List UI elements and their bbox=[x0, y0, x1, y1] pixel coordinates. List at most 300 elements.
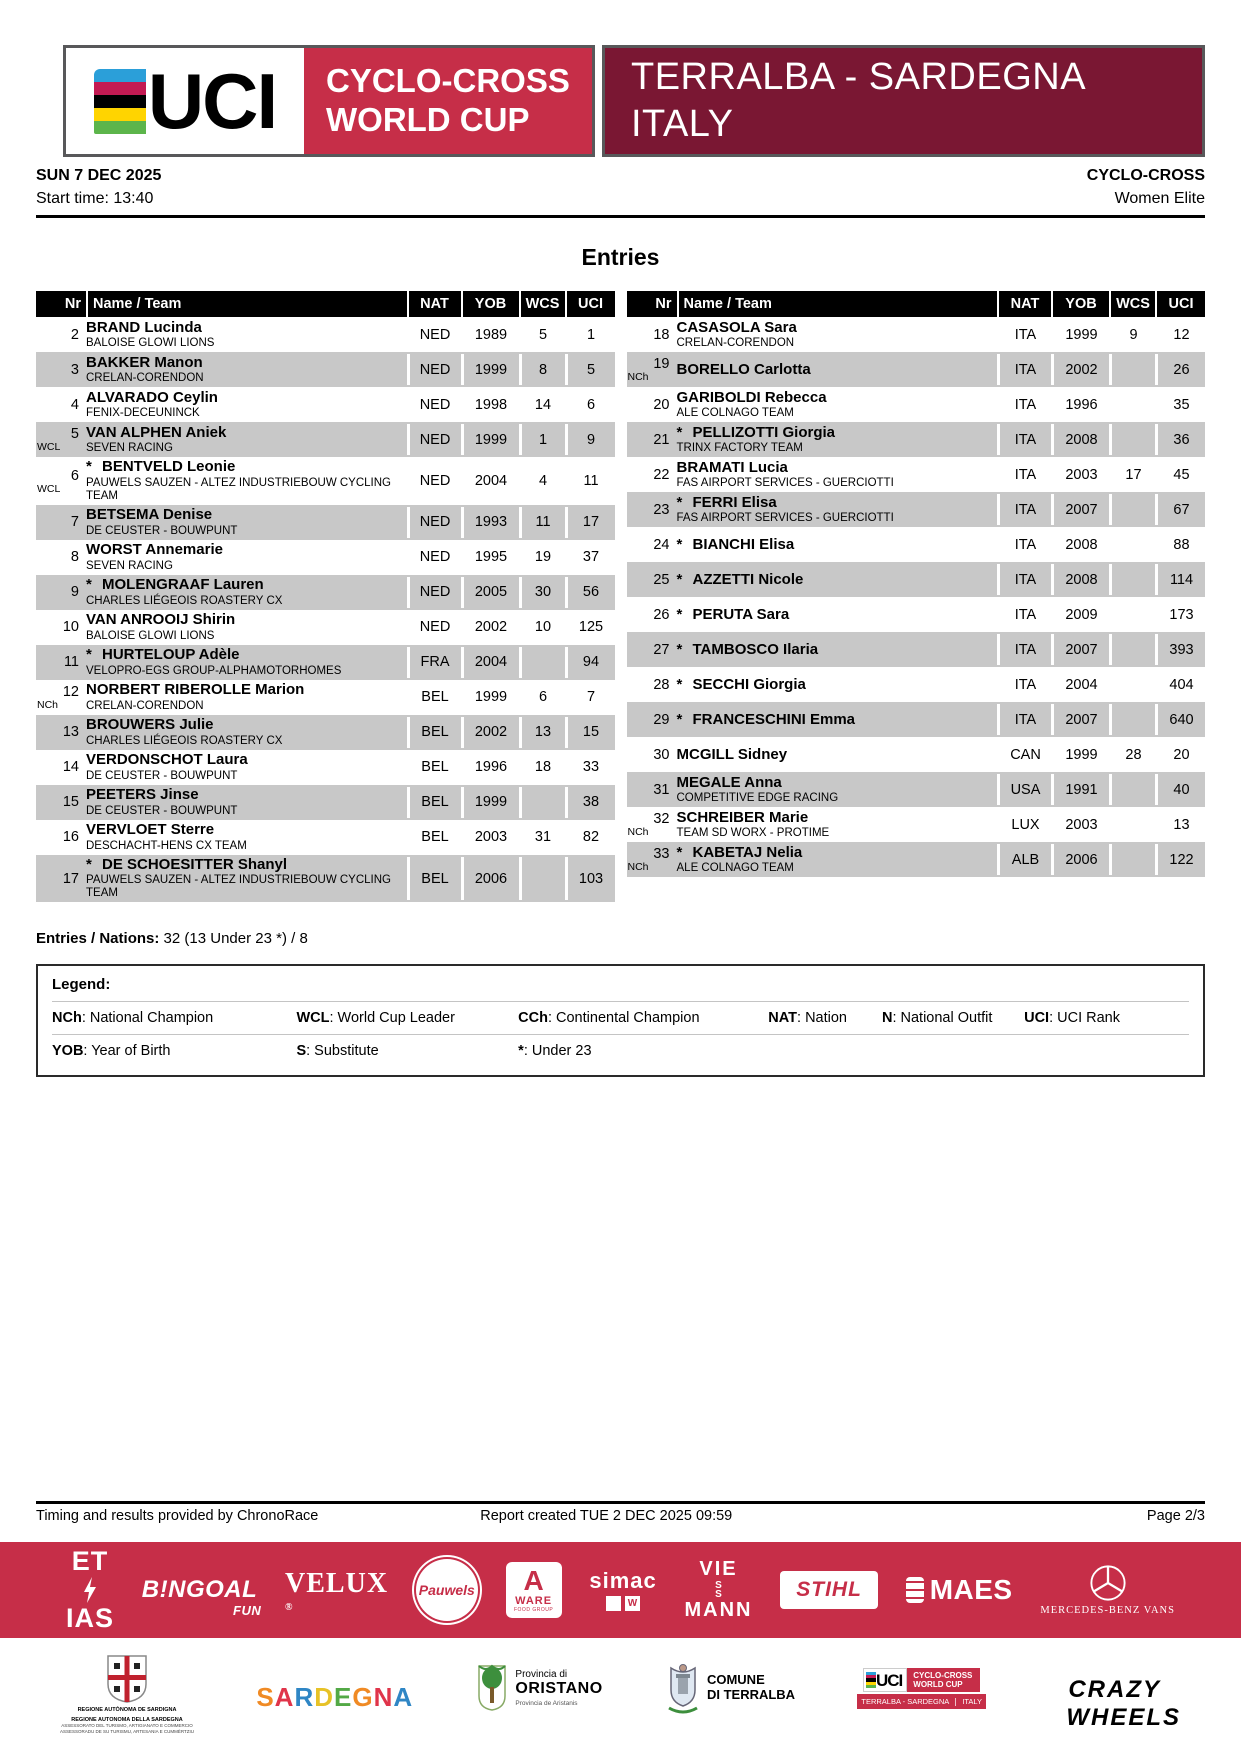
rider-name-line bbox=[86, 542, 407, 559]
legend-item: *: Under 23 bbox=[518, 1043, 592, 1060]
entries-nations bbox=[36, 930, 1205, 947]
simac-text: simac bbox=[589, 1567, 657, 1593]
rider-number: 21 bbox=[653, 431, 670, 448]
wcs-cell: 13 bbox=[519, 717, 565, 748]
table-row bbox=[36, 715, 615, 750]
rider-number: 11 bbox=[63, 654, 79, 671]
bingoal-logo bbox=[141, 1576, 262, 1618]
rider-team: DE CEUSTER - BOUWPUNT bbox=[86, 804, 238, 817]
col-header-uci: UCI bbox=[1155, 291, 1205, 317]
yob-cell: 1998 bbox=[461, 389, 519, 420]
table-row bbox=[36, 387, 615, 422]
table-row bbox=[627, 597, 1206, 632]
rider-team: CHARLES LIÉGEOIS ROASTERY CX bbox=[86, 594, 283, 607]
region-text-3: ASSESSORATO DEL TURISMO, ARTIGIANATO E COMMERCIO bbox=[61, 1723, 193, 1728]
yob-cell: 1991 bbox=[1051, 774, 1109, 805]
ethias-text-2: IAS bbox=[66, 1603, 115, 1633]
region-text-2: REGIONE AUTONOMA DELLA SARDEGNA bbox=[71, 1716, 183, 1723]
nat-cell: ITA bbox=[997, 529, 1051, 560]
uci-rank-cell: 15 bbox=[565, 717, 615, 748]
rider-name: AZZETTI Nicole bbox=[692, 570, 804, 588]
wcs-cell bbox=[519, 857, 565, 901]
rider-number-cell bbox=[627, 529, 677, 560]
uci-rank-cell: 38 bbox=[565, 787, 615, 818]
rider-number: 17 bbox=[62, 870, 79, 887]
legend-key: UCI bbox=[1024, 1010, 1050, 1027]
table-row bbox=[36, 422, 615, 457]
rider-name-cell bbox=[86, 542, 407, 573]
region-text-1: REGIONE AUTÒNOMA DE SARDIGNA bbox=[77, 1707, 177, 1713]
wcs-cell: 17 bbox=[1109, 459, 1155, 490]
yob-cell: 2007 bbox=[1051, 494, 1109, 525]
uci-rank-cell: 40 bbox=[1155, 774, 1205, 805]
rider-name-line bbox=[86, 752, 407, 769]
yob-cell: 1999 bbox=[461, 424, 519, 455]
yob-cell: 2008 bbox=[1051, 564, 1109, 595]
uci-rank-cell: 393 bbox=[1155, 634, 1205, 665]
rider-number: 33 bbox=[653, 846, 670, 863]
rider-name: SECCHI Giorgia bbox=[692, 675, 806, 693]
legend-key: WCL bbox=[296, 1010, 330, 1027]
rider-name: KABETAJ Nelia bbox=[692, 843, 803, 861]
rider-name-cell bbox=[677, 319, 998, 350]
uci-rank-cell: 1 bbox=[565, 319, 615, 350]
under23-star: * bbox=[676, 535, 683, 553]
rider-number-cell bbox=[627, 599, 677, 630]
rider-name: DE SCHOESITTER Shanyl bbox=[102, 855, 288, 873]
entries-nations-label: Entries / Nations: bbox=[36, 930, 160, 948]
rider-name-line bbox=[86, 717, 407, 734]
rider-name-cell bbox=[677, 739, 998, 770]
rider-name: BORELLO Carlotta bbox=[676, 360, 811, 378]
rider-name-cell bbox=[86, 507, 407, 538]
wcs-cell bbox=[519, 787, 565, 818]
rider-number-cell bbox=[36, 787, 86, 818]
rider-number-cell bbox=[36, 612, 86, 643]
rider-name-cell bbox=[677, 844, 998, 875]
col-header-nr: Nr bbox=[655, 296, 672, 313]
rider-name: BENTVELD Leonie bbox=[102, 458, 236, 476]
wcs-cell bbox=[519, 647, 565, 678]
uci-rainbow-icon bbox=[866, 1672, 876, 1688]
sardegna-letter: N bbox=[373, 1682, 394, 1712]
nat-cell: ITA bbox=[997, 319, 1051, 350]
rider-team: VELOPRO-EGS GROUP-ALPHAMOTORHOMES bbox=[86, 664, 342, 677]
nat-cell: BEL bbox=[407, 752, 461, 783]
under23-star: * bbox=[676, 493, 683, 511]
table-row bbox=[627, 772, 1206, 807]
rider-number: 6 bbox=[70, 467, 79, 484]
rider-number-cell bbox=[627, 809, 677, 840]
viessmann-s-stack: S S bbox=[715, 1580, 722, 1600]
legend-item: NAT: Nation bbox=[768, 1010, 847, 1027]
nat-cell: ITA bbox=[997, 564, 1051, 595]
rider-number-cell bbox=[627, 564, 677, 595]
rider-name: ALVARADO Ceylin bbox=[86, 388, 218, 406]
wcs-cell: 4 bbox=[519, 459, 565, 503]
rider-number-cell bbox=[36, 647, 86, 678]
rider-team: ALE COLNAGO TEAM bbox=[676, 862, 794, 875]
event-date: SUN 7 DEC 2025 bbox=[36, 167, 162, 184]
table-row bbox=[627, 632, 1206, 667]
comune-terralba-logo bbox=[665, 1662, 795, 1714]
rider-name-cell bbox=[677, 669, 998, 700]
nat-cell: BEL bbox=[407, 717, 461, 748]
nat-cell: FRA bbox=[407, 647, 461, 678]
sardegna-letter: S bbox=[256, 1682, 275, 1712]
category: Women Elite bbox=[1114, 190, 1205, 208]
sardegna-letter: E bbox=[334, 1682, 353, 1712]
legend-key: NAT bbox=[768, 1010, 798, 1027]
report-created: Report created TUE 2 DEC 2025 09:59 bbox=[480, 1508, 733, 1524]
sardegna-letter: G bbox=[352, 1682, 374, 1712]
partner-band bbox=[0, 1638, 1241, 1754]
rider-number: 20 bbox=[653, 396, 670, 413]
table-row bbox=[36, 680, 615, 715]
rider-number-cell bbox=[36, 682, 86, 713]
rider-number: 22 bbox=[653, 466, 670, 483]
rider-name-line bbox=[677, 810, 998, 827]
legend-row bbox=[52, 1035, 1189, 1067]
legend-row bbox=[52, 1001, 1189, 1035]
divider bbox=[955, 1698, 956, 1706]
velux-logo bbox=[285, 1568, 388, 1613]
rider-name: VERVLOET Sterre bbox=[86, 821, 215, 839]
table-row bbox=[36, 750, 615, 785]
rainbow-stripe bbox=[94, 69, 146, 82]
nat-cell: BEL bbox=[407, 682, 461, 713]
rider-name: BRAMATI Lucia bbox=[676, 458, 788, 476]
rider-team: CHARLES LIÉGEOIS ROASTERY CX bbox=[86, 734, 283, 747]
oristano-sub-text: Provincia de Aristanis bbox=[515, 1699, 578, 1707]
rider-number: 28 bbox=[653, 676, 670, 693]
rider-name-line bbox=[677, 460, 998, 477]
wcs-cell: 28 bbox=[1109, 739, 1155, 770]
wcs-cell: 6 bbox=[519, 682, 565, 713]
wcs-cell bbox=[1109, 809, 1155, 840]
rider-number: 7 bbox=[70, 514, 79, 531]
yob-cell: 1999 bbox=[461, 682, 519, 713]
wcs-cell bbox=[1109, 774, 1155, 805]
sardegna-shield-icon bbox=[106, 1654, 148, 1704]
uci-rainbow-icon bbox=[94, 69, 146, 134]
mercedes-text: MERCEDES-BENZ VANS bbox=[1040, 1605, 1175, 1616]
rider-number-cell bbox=[36, 424, 86, 455]
uci-rank-cell: 122 bbox=[1155, 844, 1205, 875]
table-row bbox=[36, 457, 615, 505]
uci-cx-worldcup-logo bbox=[857, 1668, 986, 1709]
col-header-name: Name / Team bbox=[677, 291, 998, 317]
rider-number-cell bbox=[627, 774, 677, 805]
nat-cell: ALB bbox=[997, 844, 1051, 875]
rider-number-cell bbox=[627, 494, 677, 525]
under23-star: * bbox=[86, 646, 92, 664]
wcs-cell bbox=[1109, 494, 1155, 525]
legend-item: S: Substitute bbox=[296, 1043, 379, 1060]
rider-name-line bbox=[677, 320, 998, 337]
a-ware-logo bbox=[506, 1562, 562, 1618]
col-header-yob: YOB bbox=[461, 291, 519, 317]
legend-title: Legend: bbox=[52, 976, 111, 994]
rider-number-cell bbox=[36, 717, 86, 748]
nat-cell: NED bbox=[407, 459, 461, 503]
rider-number-cell bbox=[627, 634, 677, 665]
mercedes-star-icon bbox=[1089, 1564, 1127, 1602]
under23-star: * bbox=[676, 423, 683, 441]
uci-rank-cell: 26 bbox=[1155, 354, 1205, 385]
entries-table-right bbox=[627, 291, 1206, 902]
table-row bbox=[36, 820, 615, 855]
nat-cell: USA bbox=[997, 774, 1051, 805]
legend-key: CCh bbox=[518, 1010, 548, 1027]
rider-name-line bbox=[86, 320, 407, 337]
uci-rank-cell: 56 bbox=[565, 577, 615, 608]
wcs-cell: 9 bbox=[1109, 319, 1155, 350]
start-time: Start time: 13:40 bbox=[36, 190, 154, 208]
rider-team: CRELAN-CORENDON bbox=[86, 372, 204, 385]
nat-cell: NED bbox=[407, 354, 461, 385]
wcs-cell: 8 bbox=[519, 354, 565, 385]
rider-name-cell bbox=[86, 682, 407, 713]
legend-key: * bbox=[518, 1043, 524, 1060]
ethias-text-1: ET bbox=[71, 1546, 109, 1576]
nat-cell: NED bbox=[407, 577, 461, 608]
rider-number: 23 bbox=[653, 501, 670, 518]
simac-square-2: W bbox=[625, 1596, 640, 1611]
rider-name-line bbox=[86, 507, 407, 524]
rider-name: PEETERS Jinse bbox=[86, 786, 199, 804]
yob-cell: 1996 bbox=[461, 752, 519, 783]
table-row bbox=[36, 855, 615, 903]
rider-team: BALOISE GLOWI LIONS bbox=[86, 629, 215, 642]
yob-cell: 2004 bbox=[461, 647, 519, 678]
nat-cell: LUX bbox=[997, 809, 1051, 840]
yob-cell: 1999 bbox=[461, 354, 519, 385]
under23-star: * bbox=[676, 843, 683, 861]
rider-name-line bbox=[86, 577, 407, 594]
rider-team: DE CEUSTER - BOUWPUNT bbox=[86, 524, 238, 537]
rider-team: DE CEUSTER - BOUWPUNT bbox=[86, 769, 238, 782]
rider-number: 16 bbox=[62, 829, 79, 846]
series-title bbox=[304, 48, 592, 154]
col-header-name: Name / Team bbox=[86, 291, 407, 317]
table-row bbox=[627, 457, 1206, 492]
rider-team: CRELAN-CORENDON bbox=[676, 337, 795, 350]
stihl-logo bbox=[780, 1571, 878, 1609]
oristano-name-text: ORISTANO bbox=[515, 1680, 603, 1698]
col-header-nat: NAT bbox=[997, 291, 1051, 317]
rider-number: 10 bbox=[62, 619, 79, 636]
rider-name-cell bbox=[86, 647, 407, 678]
rider-number-cell bbox=[36, 542, 86, 573]
rider-number-cell bbox=[36, 577, 86, 608]
rider-team: CRELAN-CORENDON bbox=[86, 699, 204, 712]
yob-cell: 2008 bbox=[1051, 529, 1109, 560]
rider-name-cell bbox=[86, 857, 407, 901]
yob-cell: 2008 bbox=[1051, 424, 1109, 455]
legend-item: WCL: World Cup Leader bbox=[296, 1010, 455, 1027]
uci-rank-cell: 173 bbox=[1155, 599, 1205, 630]
rainbow-stripe bbox=[94, 95, 146, 108]
sardegna-letter: A bbox=[393, 1682, 414, 1712]
pauwels-badge-logo bbox=[416, 1559, 478, 1621]
rider-name-line bbox=[677, 425, 998, 442]
rider-status-badge: WCL bbox=[37, 482, 61, 495]
rider-name-cell bbox=[677, 459, 998, 490]
rider-name: MEGALE Anna bbox=[676, 773, 782, 791]
rider-name-line bbox=[86, 390, 407, 407]
rider-number: 27 bbox=[653, 641, 670, 658]
meta-row bbox=[36, 164, 1205, 210]
nat-cell: BEL bbox=[407, 822, 461, 853]
yob-cell: 1999 bbox=[1051, 739, 1109, 770]
yob-cell: 2006 bbox=[461, 857, 519, 901]
rider-name: HURTELOUP Adèle bbox=[102, 646, 240, 664]
rider-name-line bbox=[86, 459, 407, 476]
rider-number: 4 bbox=[70, 396, 79, 413]
wcs-cell: 19 bbox=[519, 542, 565, 573]
uci-rank-cell: 404 bbox=[1155, 669, 1205, 700]
rider-name-cell bbox=[677, 809, 998, 840]
rider-name: MOLENGRAAF Lauren bbox=[102, 576, 264, 594]
rider-name-line bbox=[677, 537, 998, 554]
rider-name-line bbox=[677, 572, 998, 589]
rainbow-stripe bbox=[94, 108, 146, 121]
rider-name-line bbox=[86, 857, 407, 874]
footer-text-row bbox=[0, 1504, 1241, 1536]
wcs-cell bbox=[1109, 599, 1155, 630]
rider-number: 32 bbox=[653, 811, 670, 828]
rider-number-cell bbox=[627, 459, 677, 490]
yob-cell: 2003 bbox=[461, 822, 519, 853]
col-header-wcs: WCS bbox=[519, 291, 565, 317]
header-divider bbox=[36, 215, 1205, 218]
wcs-cell bbox=[1109, 669, 1155, 700]
table-body-right bbox=[627, 317, 1206, 877]
legend-key: S bbox=[296, 1043, 307, 1060]
rider-name-line bbox=[677, 712, 998, 729]
table-row bbox=[627, 702, 1206, 737]
pauwels-text: Pauwels bbox=[418, 1582, 475, 1598]
legend-item: N: National Outfit bbox=[881, 1010, 993, 1027]
rider-number-cell bbox=[627, 704, 677, 735]
rider-name-cell bbox=[677, 529, 998, 560]
event-title bbox=[602, 45, 1205, 157]
maes-logo bbox=[906, 1574, 1013, 1606]
table-header bbox=[36, 291, 615, 317]
legend-item: NCh: National Champion bbox=[52, 1010, 214, 1027]
uci-mini-series: CYCLO-CROSS WORLD CUP bbox=[907, 1668, 980, 1692]
rider-number-cell bbox=[36, 507, 86, 538]
rider-name-cell bbox=[86, 389, 407, 420]
rider-number-cell bbox=[627, 669, 677, 700]
rider-number: 24 bbox=[653, 536, 670, 553]
table-row bbox=[36, 645, 615, 680]
rider-number: 19 bbox=[653, 356, 670, 373]
rider-team: FAS AIRPORT SERVICES - GUERCIOTTI bbox=[676, 477, 894, 490]
uci-mini-logo bbox=[863, 1668, 907, 1692]
nat-cell: NED bbox=[407, 612, 461, 643]
wcs-cell: 30 bbox=[519, 577, 565, 608]
yob-cell: 2006 bbox=[1051, 844, 1109, 875]
rider-number: 2 bbox=[70, 326, 79, 343]
rider-name: BROUWERS Julie bbox=[86, 716, 214, 734]
nat-cell: ITA bbox=[997, 459, 1051, 490]
rider-number: 31 bbox=[653, 781, 670, 798]
rider-team: FENIX-DECEUNINCK bbox=[86, 407, 200, 420]
table-row bbox=[627, 807, 1206, 842]
rider-number-cell bbox=[627, 354, 677, 385]
bingoal-fun-text: FUN bbox=[233, 1603, 262, 1618]
rider-name: PELLIZOTTI Giorgia bbox=[692, 423, 835, 441]
rider-name: CASASOLA Sara bbox=[676, 318, 797, 336]
rider-number-cell bbox=[36, 319, 86, 350]
rider-name: MCGILL Sidney bbox=[676, 745, 788, 763]
rider-name: PERUTA Sara bbox=[692, 605, 790, 623]
stihl-text: STIHL bbox=[796, 1578, 862, 1601]
uci-rank-cell: 7 bbox=[565, 682, 615, 713]
wcs-cell: 11 bbox=[519, 507, 565, 538]
nat-cell: NED bbox=[407, 319, 461, 350]
wcs-cell bbox=[1109, 634, 1155, 665]
sponsor-band bbox=[0, 1542, 1241, 1638]
event-country: ITALY bbox=[631, 103, 734, 145]
rider-name-line bbox=[86, 822, 407, 839]
a-ware-subtext: FOOD GROUP bbox=[513, 1607, 554, 1613]
legend-item: CCh: Continental Champion bbox=[518, 1010, 700, 1027]
viessmann-logo bbox=[685, 1558, 753, 1622]
table-row bbox=[627, 737, 1206, 772]
table-row bbox=[36, 540, 615, 575]
rider-name-line bbox=[677, 390, 998, 407]
terralba-text-2: DI TERRALBA bbox=[706, 1687, 796, 1702]
nat-cell: ITA bbox=[997, 704, 1051, 735]
rider-number-cell bbox=[627, 319, 677, 350]
oristano-tree-icon bbox=[475, 1662, 509, 1714]
rainbow-stripe bbox=[866, 1685, 876, 1688]
nat-cell: NED bbox=[407, 389, 461, 420]
crazy-text-1: CRAZY bbox=[1068, 1676, 1161, 1703]
rider-name: BETSEMA Denise bbox=[86, 506, 213, 524]
rider-name: GARIBOLDI Rebecca bbox=[676, 388, 827, 406]
rider-number: 9 bbox=[70, 584, 79, 601]
discipline: CYCLO-CROSS bbox=[1086, 167, 1205, 184]
yob-cell: 1999 bbox=[1051, 319, 1109, 350]
simac-squares-icon bbox=[606, 1596, 640, 1611]
rider-name: VAN ALPHEN Aniek bbox=[86, 423, 227, 441]
maes-text: MAES bbox=[929, 1574, 1013, 1605]
table-row bbox=[36, 317, 615, 352]
rider-name-line bbox=[86, 682, 407, 699]
rider-name-line bbox=[86, 612, 407, 629]
rider-number-cell bbox=[627, 739, 677, 770]
rider-number: 14 bbox=[62, 759, 79, 776]
yob-cell: 1989 bbox=[461, 319, 519, 350]
wcs-cell bbox=[1109, 354, 1155, 385]
rider-name-cell bbox=[86, 459, 407, 503]
col-header-nat: NAT bbox=[407, 291, 461, 317]
crazy-text-2: WHEELS bbox=[1066, 1703, 1181, 1731]
rider-name: WORST Annemarie bbox=[86, 541, 223, 559]
rider-name: NORBERT RIBEROLLE Marion bbox=[86, 681, 305, 699]
uci-logo-text: UCI bbox=[147, 56, 277, 145]
rider-name-cell bbox=[677, 564, 998, 595]
col-header-nr: Nr bbox=[64, 296, 81, 313]
bingoal-text: B!NGOAL bbox=[141, 1576, 258, 1603]
a-ware-letter: A bbox=[523, 1565, 544, 1596]
rider-name: SCHREIBER Marie bbox=[676, 808, 809, 826]
nat-cell: NED bbox=[407, 507, 461, 538]
